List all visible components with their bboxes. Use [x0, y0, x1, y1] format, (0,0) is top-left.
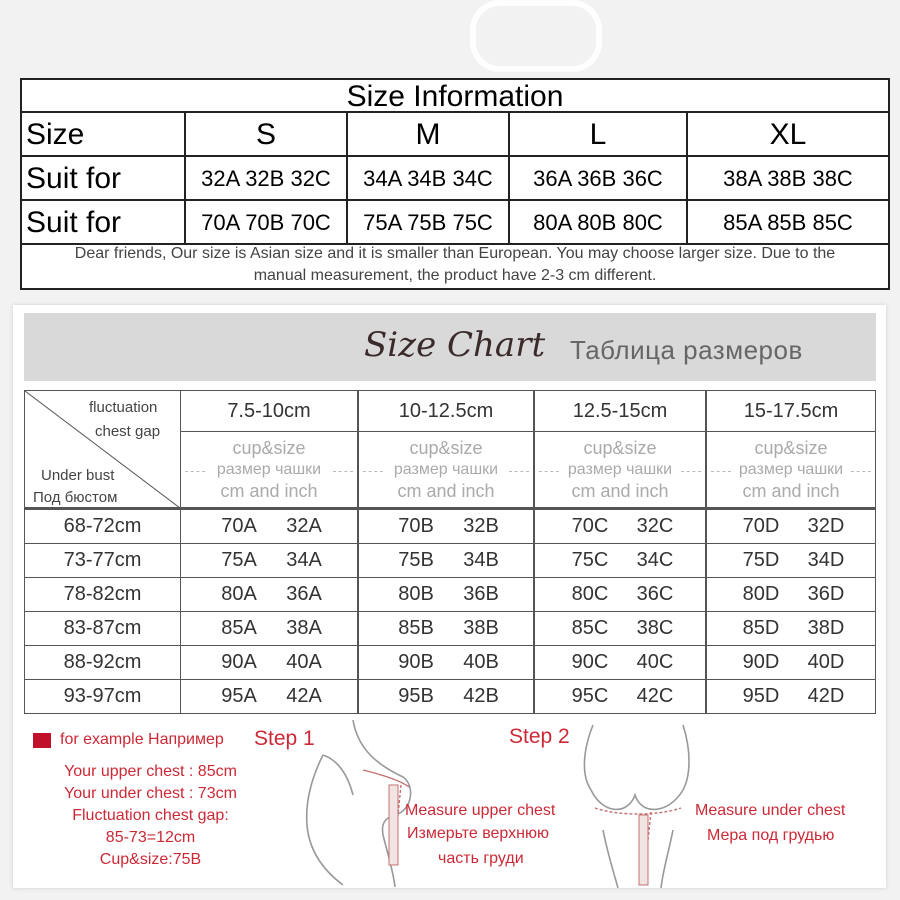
- background-decoration: [470, 0, 602, 72]
- cup-size-cm: 85B: [398, 617, 434, 639]
- cup-size-subheader: [180, 431, 358, 509]
- cup-size-inch: 36C: [636, 583, 674, 605]
- cup-size-cell: [534, 543, 706, 578]
- corner-under-bust-russian-label: Под бюстом: [33, 489, 118, 506]
- cup-size-inch: 32B: [463, 515, 499, 537]
- dashed-divider: [333, 471, 353, 472]
- size-info-row-label: Suit for: [22, 201, 186, 243]
- dashed-divider: [851, 471, 871, 472]
- example-marker-icon: [33, 733, 51, 748]
- example-line: Your under chest : 73cm: [64, 785, 237, 802]
- measure-upper-chest-russian-1: Измерьте верхнюю: [407, 825, 549, 842]
- cup-size-cm: 90B: [398, 651, 434, 673]
- under-bust-range: 83-87cm: [24, 611, 181, 646]
- cup-size-cell: [180, 645, 358, 680]
- cup-size-inch: 36B: [463, 583, 499, 605]
- cup-size-cell: [706, 577, 876, 612]
- size-info-cell: 32A 32B 32C: [186, 157, 348, 199]
- cup-size-cm: 85A: [221, 617, 257, 639]
- cup-size-cm: 70D: [742, 515, 780, 537]
- size-column-header: S: [186, 113, 348, 155]
- cup-size-inch: 42A: [286, 685, 322, 707]
- cm-and-inch-label: cm and inch: [742, 481, 840, 501]
- under-bust-range: 73-77cm: [24, 543, 181, 578]
- cup-size-cm: 95B: [398, 685, 434, 707]
- cup-size-cell: [180, 577, 358, 612]
- cup-size-cm: 90D: [742, 651, 780, 673]
- cup-size-cell: [358, 645, 534, 680]
- cup-size-subheader: [358, 431, 534, 509]
- cup-size-inch: 32D: [807, 515, 845, 537]
- cup-size-cell: [534, 509, 706, 544]
- size-note-line-1: Dear friends, Our size is Asian size and it is smaller than European. You may choose larger size. Due to the: [74, 245, 836, 262]
- size-info-cell: 38A 38B 38C: [723, 166, 853, 191]
- under-bust-range: 78-82cm: [24, 577, 181, 612]
- measure-under-chest-russian: Мера под грудью: [707, 827, 835, 844]
- cup-size-cell: [180, 611, 358, 646]
- cup-size-cell: [706, 679, 876, 714]
- size-info-cell: 36A 36B 36C: [510, 157, 688, 199]
- cup-size-cell: [358, 679, 534, 714]
- example-line: 85-73=12cm: [105, 829, 196, 846]
- chest-gap-range-header: 15-17.5cm: [706, 390, 876, 432]
- cm-and-inch-label: cm and inch: [220, 481, 318, 501]
- size-info-cell: 75A 75B 75C: [348, 201, 510, 243]
- cup-size-cm: 80D: [742, 583, 780, 605]
- size-info-cell: 70A 70B 70C: [186, 201, 348, 243]
- cup-size-cell: [534, 679, 706, 714]
- cup-size-inch: 34B: [463, 549, 499, 571]
- size-note: [22, 243, 888, 288]
- cup-size-inch: 32A: [286, 515, 322, 537]
- cup-size-inch: 38B: [463, 617, 499, 639]
- cup-size-inch: 40A: [286, 651, 322, 673]
- chest-gap-range-header: 7.5-10cm: [180, 390, 358, 432]
- cup-size-cm: 70C: [571, 515, 609, 537]
- size-info-cell: 85A 85B 85C: [723, 210, 853, 235]
- measure-upper-chest-label: Measure upper chest: [405, 802, 556, 819]
- corner-fluctuation-label: fluctuation: [89, 399, 158, 416]
- chest-gap-range-header: 10-12.5cm: [358, 390, 534, 432]
- cup-size-cell: [706, 611, 876, 646]
- under-bust-range: 68-72cm: [24, 509, 181, 544]
- size-info-row: [22, 201, 888, 245]
- cup-size-cm: 80C: [571, 583, 609, 605]
- example-label: for example Например: [60, 731, 224, 748]
- size-column-header: M: [348, 113, 510, 155]
- size-info-row-label: Size: [22, 113, 186, 155]
- cup-size-cell: [706, 645, 876, 680]
- size-info-row-label: Suit for: [22, 157, 186, 199]
- cup-size-inch: 38D: [807, 617, 845, 639]
- size-information-table: [20, 78, 890, 290]
- cup-size-russian-label: размер чашки: [393, 461, 499, 478]
- cup-size-inch: 34D: [807, 549, 845, 571]
- dashed-divider: [711, 471, 731, 472]
- example-line: Cup&size:75B: [99, 851, 202, 868]
- cup-size-inch: 42B: [463, 685, 499, 707]
- cup-size-cell: [180, 509, 358, 544]
- table-corner-cell: [24, 390, 181, 509]
- size-information-title: Size Information: [22, 80, 888, 113]
- size-info-row: [22, 157, 888, 201]
- cup-size-inch: 34C: [636, 549, 674, 571]
- measure-upper-chest-russian-2: часть груди: [438, 850, 524, 867]
- cup-size-cm: 95D: [742, 685, 780, 707]
- cup-size-cm: 70B: [398, 515, 434, 537]
- cup-size-inch: 40B: [463, 651, 499, 673]
- cup-size-cell: [358, 543, 534, 578]
- dashed-divider: [509, 471, 529, 472]
- dashed-divider: [185, 471, 205, 472]
- cup-size-cell: [706, 543, 876, 578]
- size-info-cell: 34A 34B 34C: [348, 157, 510, 199]
- cup-size-cell: [180, 679, 358, 714]
- cup-size-cell: [180, 543, 358, 578]
- cup-size-cm: 95C: [571, 685, 609, 707]
- example-line: Fluctuation chest gap:: [72, 807, 229, 824]
- cup-size-inch: 42C: [636, 685, 674, 707]
- cup-size-russian-label: размер чашки: [567, 461, 673, 478]
- cm-and-inch-label: cm and inch: [397, 481, 495, 501]
- cup-size-cm: 85C: [571, 617, 609, 639]
- size-chart-table: [24, 390, 876, 714]
- measure-under-chest-label: Measure under chest: [695, 802, 846, 819]
- corner-under-bust-label: Under bust: [41, 467, 115, 484]
- size-note-line-2: manual measurement, the product have 2-3 cm different.: [253, 267, 657, 284]
- cup-size-label: cup&size: [409, 438, 483, 458]
- step-1-label: Step 1: [254, 727, 315, 750]
- cup-size-label: cup&size: [754, 438, 828, 458]
- cup-size-inch: 34A: [286, 549, 322, 571]
- size-chart-card: [13, 305, 886, 888]
- cup-size-inch: 32C: [636, 515, 674, 537]
- cup-size-cm: 75A: [221, 549, 257, 571]
- cup-size-inch: 36D: [807, 583, 845, 605]
- cup-size-cell: [358, 611, 534, 646]
- cup-size-cm: 90A: [221, 651, 257, 673]
- cup-size-cell: [534, 645, 706, 680]
- cup-size-russian-label: размер чашки: [216, 461, 322, 478]
- cup-size-inch: 40C: [636, 651, 674, 673]
- cup-size-cell: [534, 611, 706, 646]
- cup-size-cm: 70A: [221, 515, 257, 537]
- chest-gap-range-header: 12.5-15cm: [534, 390, 706, 432]
- size-chart-header: [24, 313, 876, 381]
- cup-size-label: cup&size: [232, 438, 306, 458]
- cup-size-russian-label: размер чашки: [738, 461, 844, 478]
- cup-size-inch: 38C: [636, 617, 674, 639]
- dashed-divider: [681, 471, 701, 472]
- cm-and-inch-label: cm and inch: [571, 481, 669, 501]
- size-chart-title: Size Chart: [364, 325, 546, 365]
- cup-size-cm: 75C: [571, 549, 609, 571]
- corner-chest-gap-label: chest gap: [95, 423, 161, 440]
- size-column-header: XL: [769, 118, 807, 151]
- size-chart-title-russian: Таблица размеров: [570, 335, 803, 365]
- example-line: Your upper chest : 85cm: [64, 763, 237, 780]
- cup-size-cm: 95A: [221, 685, 257, 707]
- cup-size-subheader: [706, 431, 876, 509]
- cup-size-cell: [358, 577, 534, 612]
- step-2-label: Step 2: [509, 725, 570, 748]
- cup-size-inch: 40D: [807, 651, 845, 673]
- cup-size-cm: 80A: [221, 583, 257, 605]
- cup-size-cm: 85D: [742, 617, 780, 639]
- size-info-cell: 80A 80B 80C: [510, 201, 688, 243]
- under-bust-range: 88-92cm: [24, 645, 181, 680]
- dashed-divider: [363, 471, 383, 472]
- under-bust-range: 93-97cm: [24, 679, 181, 714]
- size-column-header: L: [510, 113, 688, 155]
- cup-size-cm: 90C: [571, 651, 609, 673]
- dashed-divider: [539, 471, 559, 472]
- cup-size-cm: 75B: [398, 549, 434, 571]
- under-chest-figure-illustration: [573, 720, 703, 888]
- upper-chest-figure-illustration: [283, 715, 423, 887]
- cup-size-cell: [706, 509, 876, 544]
- cup-size-cm: 80B: [398, 583, 434, 605]
- size-info-row: [22, 113, 888, 157]
- cup-size-label: cup&size: [583, 438, 657, 458]
- cup-size-inch: 36A: [286, 583, 322, 605]
- cup-size-inch: 42D: [807, 685, 845, 707]
- cup-size-cell: [358, 509, 534, 544]
- cup-size-subheader: [534, 431, 706, 509]
- cup-size-cell: [534, 577, 706, 612]
- cup-size-inch: 38A: [286, 617, 322, 639]
- cup-size-cm: 75D: [742, 549, 780, 571]
